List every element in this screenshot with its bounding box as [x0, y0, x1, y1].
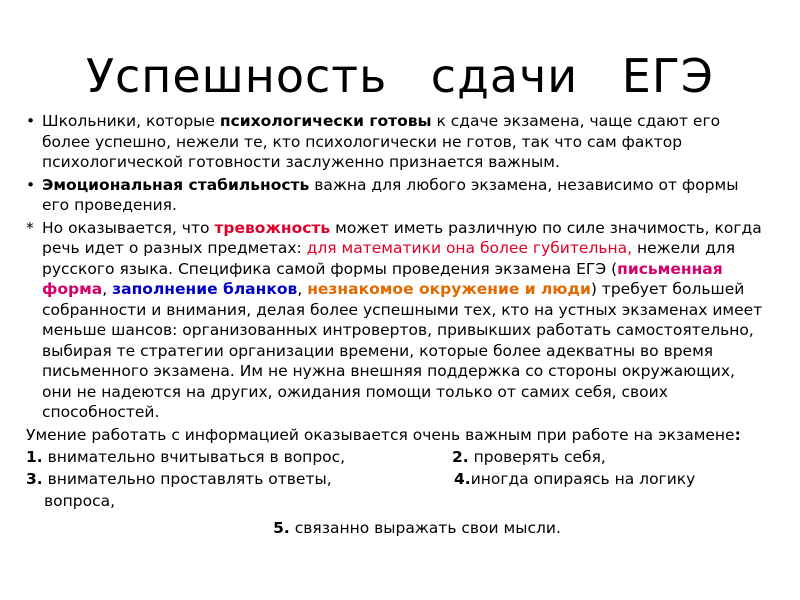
bullet-mark: • — [26, 112, 36, 130]
p2-bold: Эмоциональная стабильность — [42, 175, 310, 194]
paragraph-stability — [26, 175, 768, 216]
p3-written-form: письменная форма — [42, 259, 723, 298]
p3-math-note: для математики она более губительна, — [306, 239, 633, 257]
bullet-mark: • — [26, 175, 36, 194]
item-text-5: связанно выражать свои мысли. — [289, 518, 561, 537]
list-row-1 — [26, 447, 768, 469]
item-text-3: внимательно проставлять ответы, — [42, 470, 332, 488]
p1-text-2: к сдаче экзамена, чаще сдают его более успешно, нежели те, кто психологически не готов, так что сам фактор психологической готовности заслуженно признается важным. — [42, 112, 721, 171]
p1-bold: психологически готовы — [219, 112, 432, 130]
item-text-4: иногда опираясь на логику — [470, 470, 696, 488]
p4-colon: : — [734, 425, 741, 444]
p3-text-1: Но оказывается, что — [42, 218, 215, 237]
p3-text-2: может иметь различную по силе значимость, когда речь идет о разных предметах: — [42, 218, 762, 257]
item-text-2: проверять себя, — [468, 448, 606, 466]
item-number-3: 3. — [26, 470, 43, 488]
p3-text-4: ) требует большей собранности и внимания, делая более успешными тех, кто на устных экзаменах имеет меньше шансов: организованных интровертов, привыкших работать самостоятельно, выбирая те стратегии организации времени, которые более адекватны во время письменного экзамена. Им не нужна внешняя поддержка со стороны окружающих, они не надеются на других, ожидания помощи только от самих себя, своих способностей. — [42, 280, 763, 421]
p3-text-3: нежели для русского языка. Специфика самой формы проведения экзамена ЕГЭ ( — [42, 239, 736, 278]
p3-anxiety: тревожность — [214, 218, 331, 237]
paragraph-ready — [26, 111, 768, 173]
slide-title: Успешность сдачи ЕГЭ — [85, 49, 715, 103]
item-number-4: 4. — [454, 470, 471, 488]
item-number-1: 1. — [26, 448, 43, 466]
p3-sep-2: , — [297, 280, 308, 298]
p4-text: Умение работать с информацией оказывается очень важным при работе на экзамене — [26, 425, 735, 444]
item-text-3-continued: вопроса, — [44, 492, 116, 510]
p3-environment: незнакомое окружение и люди — [307, 280, 591, 298]
slide-body — [26, 111, 768, 538]
item-number-2: 2. — [452, 448, 469, 466]
item-number-5: 5. — [273, 518, 290, 537]
p2-text: важна для любого экзамена, независимо от формы его проведения. — [42, 175, 739, 214]
list-row-3 — [26, 518, 768, 539]
paragraph-anxiety — [26, 218, 768, 423]
star-mark: * — [26, 218, 34, 237]
item-text-1: внимательно вчитываться в вопрос, — [42, 448, 346, 466]
p3-forms: заполнение бланков — [112, 280, 298, 298]
p1-text-1: Школьники, которые — [42, 112, 220, 130]
list-row-2 — [26, 469, 768, 512]
p3-sep-1: , — [102, 280, 113, 298]
paragraph-skills — [26, 425, 768, 446]
